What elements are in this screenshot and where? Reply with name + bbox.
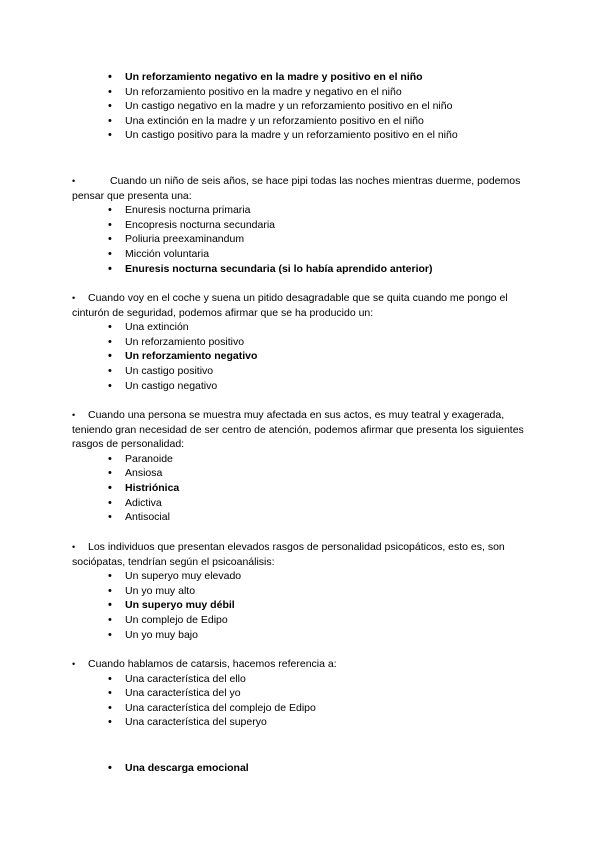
question-bullet: •: [72, 293, 76, 303]
question-text: Los individuos que presentan elevados rasgos de personalidad psicopáticos, esto es, son sociópatas, tendrían según el psicoanálisis:: [72, 541, 505, 568]
option-list: [0, 452, 600, 525]
option-item: • Un castigo positivo: [0, 364, 600, 379]
question-block-5: [0, 540, 600, 642]
option-list: [0, 672, 600, 730]
option-list: [0, 70, 600, 143]
option-item: • Poliuria preexaminandum: [0, 232, 600, 247]
correct-option-item: • Una descarga emocional: [0, 761, 600, 776]
question-bullet: •: [72, 176, 76, 186]
option-item: • Una extinción en la madre y un reforzamiento positivo en el niño: [0, 114, 600, 129]
question-bullet: •: [72, 659, 76, 669]
option-item: • Adictiva: [0, 496, 600, 511]
option-item: • Un reforzamiento positivo: [0, 335, 600, 350]
option-item: • Ansiosa: [0, 466, 600, 481]
option-list: [0, 569, 600, 642]
option-item: • Un reforzamiento positivo en la madre y negativo en el niño: [0, 85, 600, 100]
question-text: Cuando voy en el coche y suena un pitido desagradable que se quita cuando me pongo el cinturón de seguridad, podemos afirmar que se ha producido un:: [72, 292, 508, 319]
question-block-1-options: [0, 70, 600, 143]
question-bullet: •: [72, 410, 76, 420]
correct-option-item: • Un reforzamiento negativo en la madre y positivo en el niño: [0, 70, 600, 85]
option-list: [0, 203, 600, 276]
correct-option-item: • Enuresis nocturna secundaria (si lo había aprendido anterior): [0, 262, 600, 277]
option-item: • Un yo muy alto: [0, 584, 600, 599]
option-item: • Antisocial: [0, 510, 600, 525]
question-block-6: [0, 657, 600, 730]
question-text-wrapper: [0, 408, 600, 452]
option-item: • Un castigo positivo para la madre y un reforzamiento positivo en el niño: [0, 128, 600, 143]
correct-option-item: • Un reforzamiento negativo: [0, 349, 600, 364]
option-item: • Un complejo de Edipo: [0, 613, 600, 628]
option-item: • Micción voluntaria: [0, 247, 600, 262]
option-item: • Paranoide: [0, 452, 600, 467]
question-text: Cuando una persona se muestra muy afectada en sus actos, es muy teatral y exagerada, teniendo gran necesidad de ser centro de atención, podemos afirmar que presenta los siguientes rasgos de personalidad:: [72, 409, 524, 451]
option-item: • Un yo muy bajo: [0, 628, 600, 643]
question-block-4: [0, 408, 600, 525]
option-item: • Una extinción: [0, 320, 600, 335]
question-block-3: [0, 291, 600, 393]
question-block-6-answer: [0, 761, 600, 776]
question-text-wrapper: [0, 657, 600, 672]
question-text: Cuando hablamos de catarsis, hacemos referencia a:: [88, 658, 337, 670]
question-bullet: •: [72, 542, 76, 552]
option-item: • Encopresis nocturna secundaria: [0, 218, 600, 233]
option-item: • Un castigo negativo: [0, 379, 600, 394]
question-text-wrapper: [0, 291, 600, 320]
question-text-wrapper: [0, 540, 600, 569]
option-item: • Una característica del superyo: [0, 715, 600, 730]
option-item: • Una característica del yo: [0, 686, 600, 701]
correct-option-item: • Un superyo muy débil: [0, 598, 600, 613]
option-item: • Una característica del ello: [0, 672, 600, 687]
correct-option-item: • Histriónica: [0, 481, 600, 496]
option-list: [0, 320, 600, 393]
option-list: [0, 761, 600, 776]
question-block-2: [0, 174, 600, 276]
question-text: Cuando un niño de seis años, se hace pipi todas las noches mientras duerme, podemos pensar que presenta una:: [72, 175, 521, 202]
option-item: • Enuresis nocturna primaria: [0, 203, 600, 218]
option-item: • Un castigo negativo en la madre y un reforzamiento positivo en el niño: [0, 99, 600, 114]
question-text-wrapper: [0, 174, 600, 203]
option-item: • Un superyo muy elevado: [0, 569, 600, 584]
option-item: • Una característica del complejo de Edipo: [0, 701, 600, 716]
